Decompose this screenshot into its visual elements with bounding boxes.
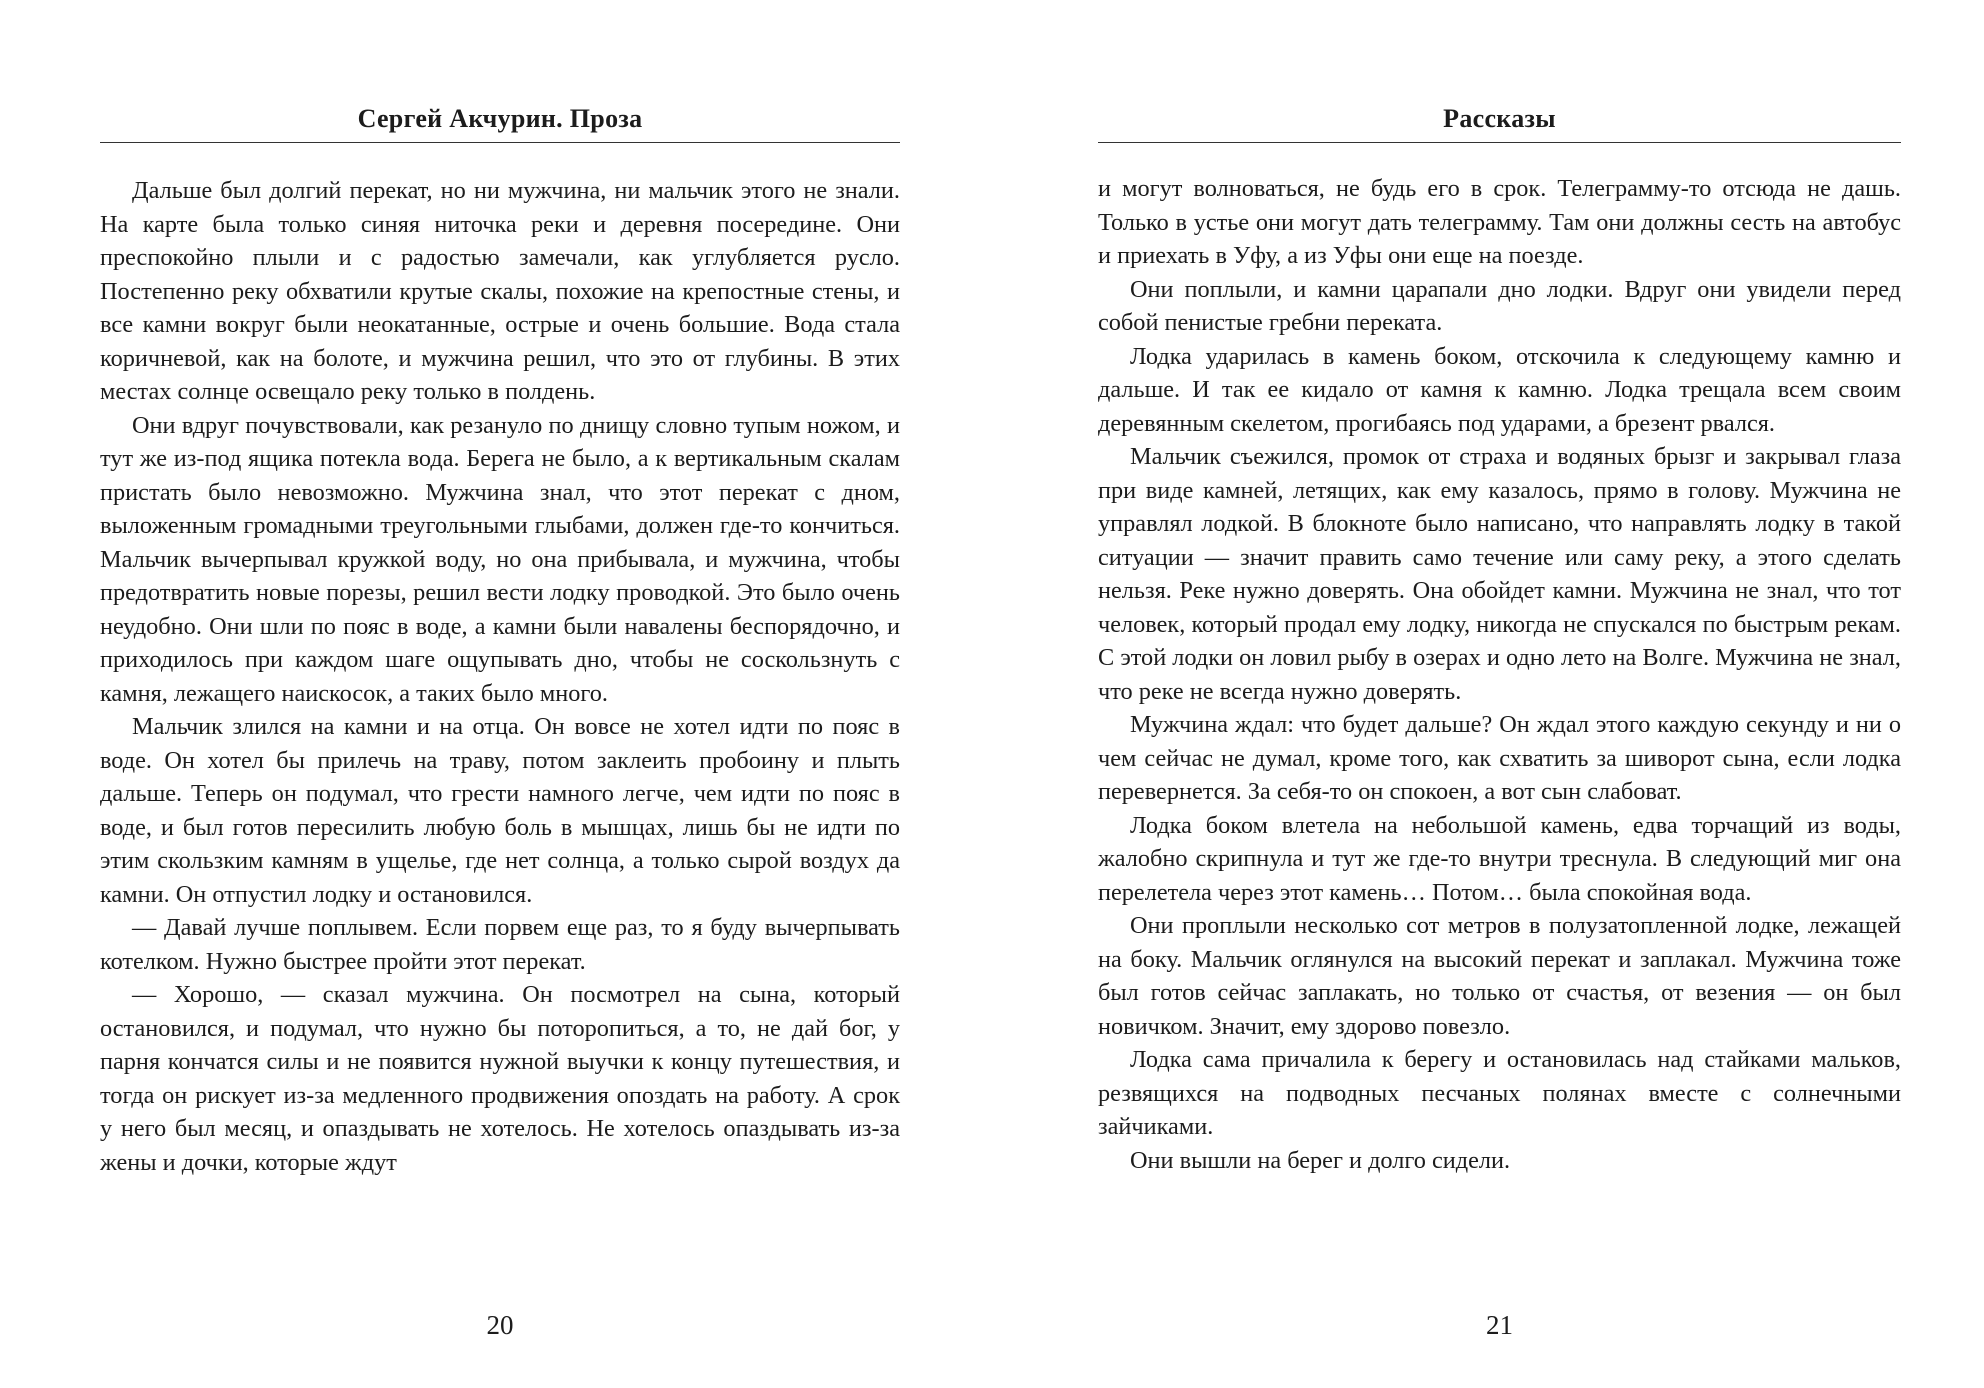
left-page-text	[100, 174, 900, 1179]
paragraph: Они поплыли, и камни царапали дно лодки. Вдруг они увидели перед собой пенистые гребни переката.	[1098, 275, 1901, 336]
right-page-text	[1098, 172, 1901, 1177]
right-page	[1098, 0, 1901, 1388]
paragraph: Они проплыли несколько сот метров в полузатопленной лодке, лежащей на боку. Мальчик оглянулся на высокий перекат и заплакал. Мужчина тоже был готов сейчас заплакать, но только от счастья, от везения — он был новичком. Значит, ему здорово повезло.	[1098, 912, 1901, 1040]
paragraph: Мужчина ждал: что будет дальше? Он ждал этого каждую секунду и ни о чем сейчас не думал, кроме того, как схватить за шиворот сына, если лодка перевернется. За себя-то он спокоен, а вот сын слабоват.	[1098, 711, 1901, 805]
paragraph: — Давай лучше поплывем. Если порвем еще раз, то я буду вычерпывать котелком. Нужно быстрее пройти этот перекат.	[100, 914, 900, 975]
paragraph: Лодка сама причалила к берегу и остановилась над стайками мальков, резвящихся на подводных песчаных полянах вместе с солнечными зайчиками.	[1098, 1046, 1901, 1140]
right-page-number: 21	[1486, 1310, 1513, 1340]
paragraph: Лодка боком влетела на небольшой камень, едва торчащий из воды, жалобно скрипнула и тут же где-то внутри треснула. В следующий миг она перелетела через этот камень… Потом… была спокойная вода.	[1098, 811, 1901, 906]
paragraph: Лодка ударилась в камень боком, отскочила к следующему камню и дальше. И так ее кидало от камня к камню. Лодка трещала всем своим деревянным скелетом, прогибаясь под ударами, а брезент рвался.	[1098, 342, 1901, 437]
left-page-number: 20	[486, 1310, 514, 1340]
continued-paragraph: и могут волноваться, не будь его в срок. Телеграмму-то отсюда не дашь. Только в устье они могут дать телеграмму. Там они должны сесть на автобус и приехать в Уфу, а из Уфы они еще на поезде.	[1098, 175, 1901, 269]
left-running-head: Сергей Акчурин. Проза	[357, 104, 643, 133]
left-head-rule	[100, 142, 900, 143]
paragraph: Дальше был долгий перекат, но ни мужчина, ни мальчик этого не знали. На карте была только синяя ниточка реки и деревня посередине. Они преспокойно плыли и с радостью замечали, как углубляется русло. Постепенно реку обхватили крутые скалы, похожие на крепостные стены, и все камни вокруг были неокатанные, острые и очень большие. Вода стала коричневой, как на болоте, и мужчина решил, что это от глубины. В этих местах солнце освещало реку только в полдень.	[100, 177, 900, 405]
paragraph: Они вдруг почувствовали, как резануло по днищу словно тупым ножом, и тут же из-под ящика потекла вода. Берега не было, а к вертикальным скалам пристать было невозможно. Мужчина знал, что этот перекат с дном, выложенным громадными треугольными глыбами, должен где-то кончиться. Мальчик вычерпывал кружкой воду, но она прибывала, и мужчина, чтобы предотвратить новые порезы, решил вести лодку проводкой. Это было очень неудобно. Они шли по пояс в воде, а камни были навалены беспорядочно, и приходилось при каждом шаге ощупывать дно, чтобы не соскользнуть с камня, лежащего наискосок, а таких было много.	[100, 411, 900, 707]
left-page	[100, 0, 900, 1388]
paragraph: — Хорошо, — сказал мужчина. Он посмотрел на сына, который остановился, и подумал, что нужно бы поторопиться, а то, не дай бог, у парня кончатся силы и не появится нужной выучки к концу путешествия, и тогда он рискует из-за медленного продвижения опоздать на работу. А срок у него был месяц, и опаздывать не хотелось. Не хотелось опаздывать из-за жены и дочки, которые ждут	[100, 981, 900, 1176]
paragraph: Мальчик съежился, промок от страха и водяных брызг и закрывал глаза при виде камней, летящих, как ему казалось, прямо в голову. Мужчина не управлял лодкой. В блокноте было написано, что направлять лодку в такой ситуации — значит править само течение или саму реку, а этого сделать нельзя. Реке нужно доверять. Она обойдет камни. Мужчина не знал, что тот человек, который продал ему лодку, никогда не спускался по быстрым рекам. С этой лодки он ловил рыбу в озерах и одно лето на Волге. Мужчина не знал, что реке не всегда нужно доверять.	[1098, 443, 1901, 705]
right-head-rule	[1098, 142, 1901, 143]
paragraph: Они вышли на берег и долго сидели.	[1130, 1146, 1511, 1174]
right-running-head: Рассказы	[1443, 104, 1556, 133]
paragraph: Мальчик злился на камни и на отца. Он вовсе не хотел идти по пояс в воде. Он хотел бы прилечь на траву, потом заклеить пробоину и плыть дальше. Теперь он подумал, что грести намного легче, чем идти по пояс в воде, и был готов пересилить любую боль в мышцах, лишь бы не идти по этим скользким камням в ущелье, где нет солнца, а только сырой воздух да камни. Он отпустил лодку и остановился.	[100, 713, 900, 908]
